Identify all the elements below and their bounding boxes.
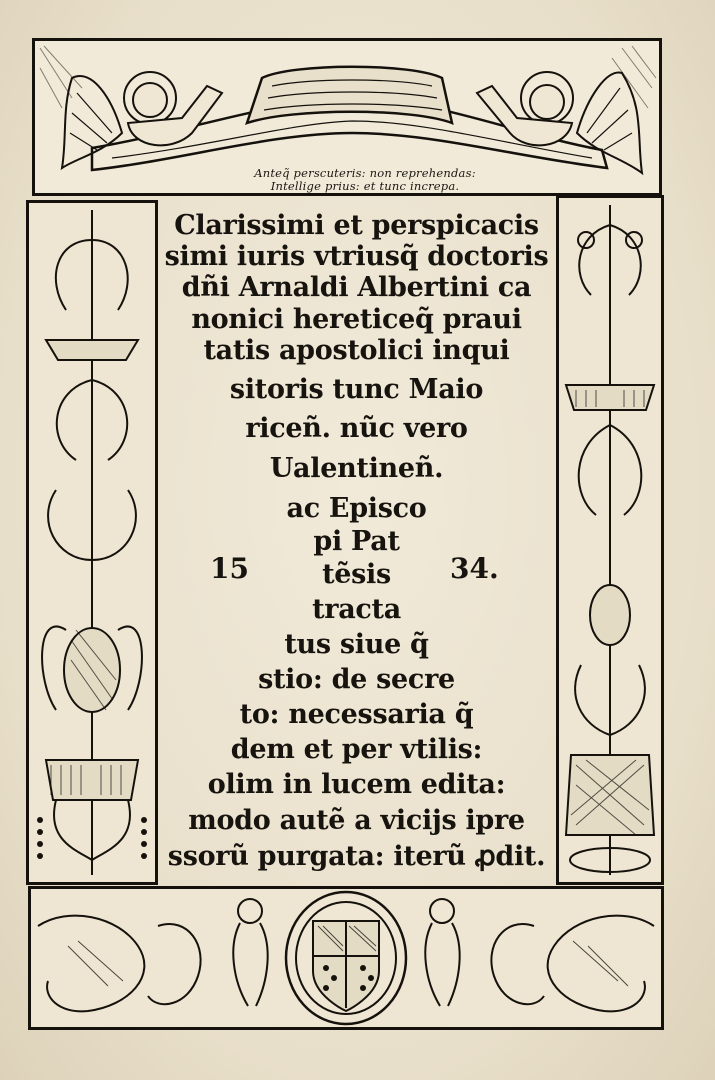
- title-line: to: necessaria q̃: [239, 699, 474, 730]
- title-line: tracta: [312, 594, 401, 625]
- title-line: dem et per vtilis:: [230, 734, 483, 765]
- title-line: tatis apostolici inqui: [203, 335, 510, 366]
- title-line: modo autẽ a vicijs ipre: [188, 805, 525, 836]
- year-right: 34.: [450, 552, 499, 585]
- motto-line-2: Intellige prius: et tunc increpa.: [270, 179, 460, 193]
- motto: [200, 167, 530, 193]
- motto-line-1: Anteq̃ perscuteris: non reprehendas:: [254, 166, 476, 180]
- title-line: ac Episco: [286, 493, 427, 524]
- title-line: tus siue q̃: [284, 629, 429, 660]
- left-woodcut-column: [26, 200, 158, 885]
- right-woodcut-column: [556, 195, 664, 885]
- title-line: olim in lucem edita:: [207, 769, 506, 800]
- title-line: tẽsis: [322, 559, 391, 590]
- title-line: riceñ. nũc vero: [245, 413, 468, 444]
- title-line: stio: de secre: [258, 664, 455, 695]
- year-left: 15: [210, 552, 249, 585]
- title-line: sitoris tunc Maio: [229, 374, 484, 405]
- title-line: nonici hereticeq̃ praui: [191, 304, 522, 335]
- bottom-woodcut-arms: [28, 886, 664, 1030]
- title-line: Clarissimi et perspicacis: [174, 210, 539, 241]
- title-text-panel: [160, 205, 553, 885]
- title-line: pi Pat: [313, 526, 400, 557]
- title-line: ssorũ purgata: iterũ ꝓdit.: [167, 841, 546, 872]
- title-line: dñi Arnaldi Albertini ca: [181, 272, 532, 303]
- title-line: simi iuris vtriusq̃ doctoris: [164, 241, 549, 272]
- title-line: Ualentineñ.: [269, 453, 444, 484]
